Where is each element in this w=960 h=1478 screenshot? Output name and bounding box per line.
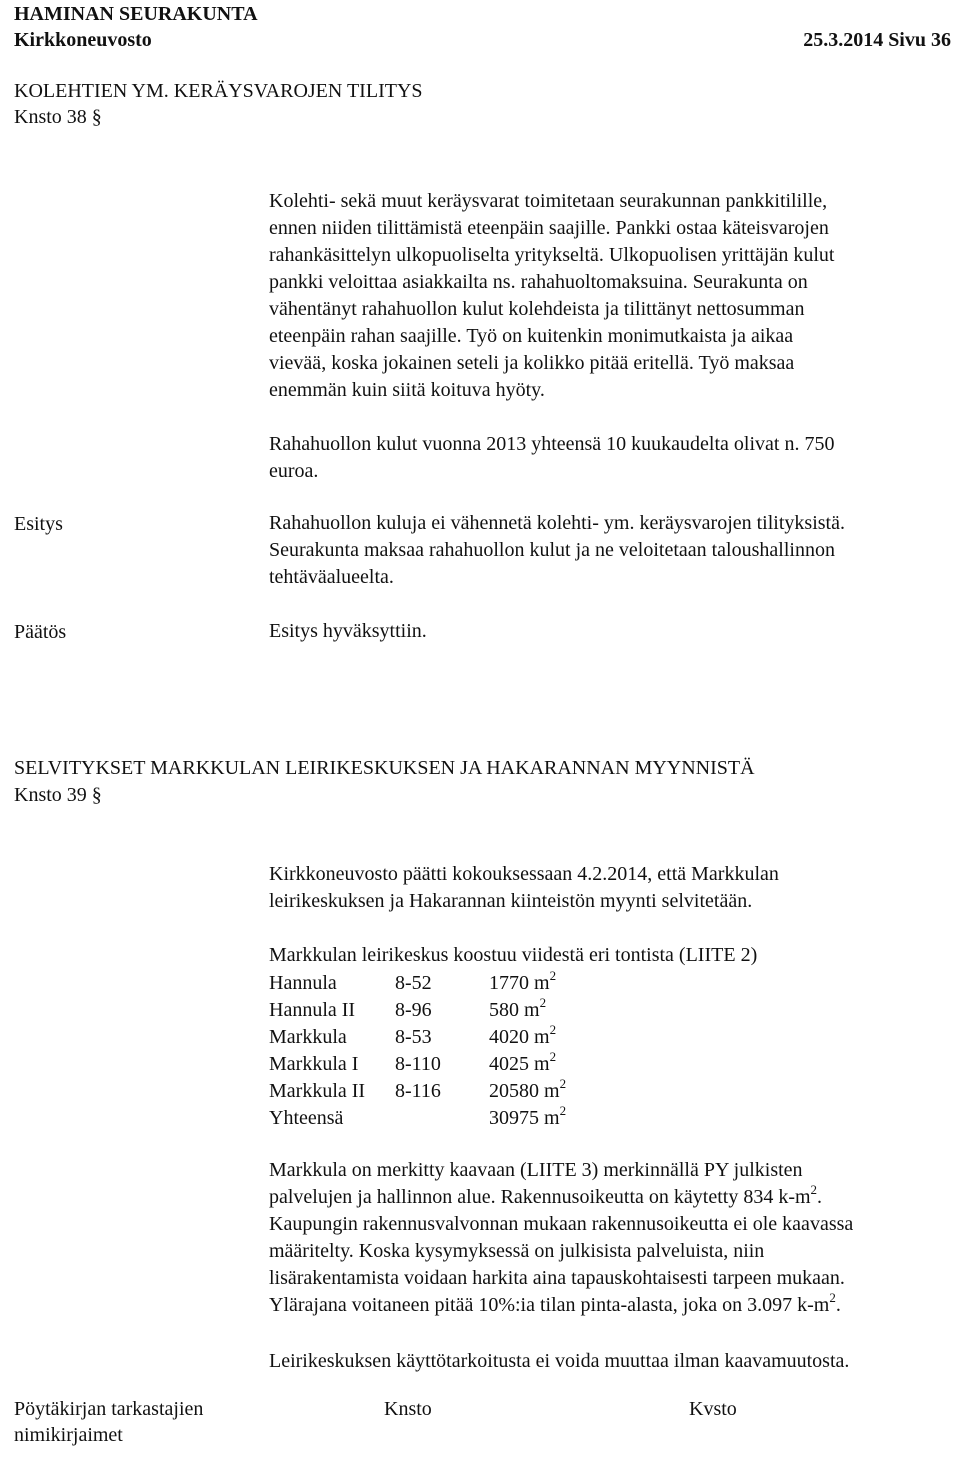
paragraph [269, 861, 779, 915]
text-line: Kolehti- sekä muut keräysvarat toimitetaan seurakunnan pankkitilille, [269, 190, 828, 212]
plot-area: 30975 $m^2$ [489, 1103, 567, 1129]
text-line: tehtäväalueelta. [269, 566, 394, 588]
plot-name: Hannula II [269, 999, 356, 1021]
text-line: määritelty. Koska kysymyksessä on julkisista palveluista, niin [269, 1240, 765, 1262]
table-row [269, 1024, 649, 1051]
esitys-label: Esitys [14, 513, 63, 535]
text-line: Rahahuollon kuluja ei vähennetä kolehti- ym. keräysvarojen tilityksistä. [269, 512, 845, 534]
plot-name: Hannula [269, 972, 337, 994]
section-reference: Knsto 38 § [14, 106, 102, 128]
plot-name: Yhteensä [269, 1107, 344, 1129]
text-line: eteenpäin rahan saajille. Työ on kuitenkin monimutkaista ja aikaa [269, 325, 794, 347]
plot-number [395, 1105, 489, 1132]
text-line: vähentänyt rahahuollon kulut kolehdeista ja tilittänyt nettosumman [269, 298, 805, 320]
plot-number: 8-96 [395, 999, 432, 1021]
paatos-text: Esitys hyväksyttiin. [269, 620, 427, 642]
text-line: palvelujen ja hallinnon alue. Rakennusoikeutta on käytetty 834 $k-m^2$. [269, 1182, 823, 1208]
plot-area: 580 $m^2$ [489, 995, 547, 1021]
esitys-text [269, 510, 845, 591]
section-reference: Knsto 39 § [14, 784, 102, 806]
paragraph [269, 431, 834, 485]
table-row [269, 1051, 649, 1078]
plots-table [269, 970, 649, 1132]
text-line: rahankäsittelyn ulkopuoliselta yritykseltä. Ulkopuolisen yrittäjän kulut [269, 244, 835, 266]
footer-kvsto: Kvsto [689, 1398, 737, 1420]
plot-name: Markkula II [269, 1080, 366, 1102]
plot-name: Markkula [269, 1026, 347, 1048]
footer-knsto: Knsto [384, 1398, 432, 1420]
text-line: enemmän kuin siitä koituva hyöty. [269, 379, 545, 401]
text-line: lisärakentamista voidaan harkita aina tapauskohtaisesti tarpeen mukaan. [269, 1267, 845, 1289]
table-row [269, 997, 649, 1024]
text-line: Pöytäkirjan tarkastajien [14, 1398, 204, 1420]
text-line: Seurakunta maksaa rahahuollon kulut ja ne veloitetaan taloushallinnon [269, 539, 835, 561]
paatos-label: Päätös [14, 621, 67, 643]
text-line: Kaupungin rakennusvalvonnan mukaan rakennusoikeutta ei ole kaavassa [269, 1213, 854, 1235]
text-line: vievää, koska jokainen seteli ja kolikko pitää eritellä. Työ maksaa [269, 352, 795, 374]
date-and-page: 25.3.2014 Sivu 36 [803, 29, 951, 51]
plot-number: 8-52 [395, 972, 432, 994]
table-row [269, 1078, 649, 1105]
text-line: Ylärajana voitaneen pitää 10%:ia tilan pinta-alasta, joka on 3.097 $k-m^2$. [269, 1290, 841, 1316]
organization-name: HAMINAN SEURAKUNTA [14, 3, 258, 25]
plot-number: 8-53 [395, 1026, 432, 1048]
text-line: leirikeskuksen ja Hakarannan kiinteistön myynti selvitetään. [269, 890, 753, 912]
section-title: KOLEHTIEN YM. KERÄYSVAROJEN TILITYS [14, 80, 423, 102]
paragraph: Leirikeskuksen käyttötarkoitusta ei voida muuttaa ilman kaavamuutosta. [269, 1350, 850, 1372]
text-line: Rahahuollon kulut vuonna 2013 yhteensä 10 kuukaudelta olivat n. 750 [269, 433, 835, 455]
plots-intro: Markkulan leirikeskus koostuu viidestä eri tontista (LIITE 2) [269, 944, 758, 966]
text-line: ennen niiden tilittämistä eteenpäin saajille. Pankki ostaa käteisvarojen [269, 217, 829, 239]
plot-name: Markkula I [269, 1053, 359, 1075]
plot-area: 4020 $m^2$ [489, 1022, 557, 1048]
text-line: euroa. [269, 460, 319, 482]
text-line: nimikirjaimet [14, 1424, 123, 1446]
table-row [269, 970, 649, 997]
plot-number: 8-110 [395, 1053, 441, 1075]
text-line: Markkula on merkitty kaavaan (LIITE 3) merkinnällä PY julkisten [269, 1159, 803, 1181]
section-title: SELVITYKSET MARKKULAN LEIRIKESKUKSEN JA HAKARANNAN MYYNNISTÄ [14, 757, 755, 779]
text-line: pankki veloittaa asiakkailta ns. rahahuoltomaksuina. Seurakunta on [269, 271, 808, 293]
total-row [269, 1105, 649, 1132]
plot-area: 20580 $m^2$ [489, 1076, 567, 1102]
footer-signers-label [14, 1396, 203, 1448]
plot-area: 1770 $m^2$ [489, 968, 557, 994]
plot-number: 8-116 [395, 1080, 441, 1102]
plot-area: 4025 $m^2$ [489, 1049, 557, 1075]
text-line: Kirkkoneuvosto päätti kokouksessaan 4.2.2014, että Markkulan [269, 863, 779, 885]
paragraph [269, 188, 834, 404]
meeting-body: Kirkkoneuvosto [14, 29, 152, 51]
paragraph [269, 1157, 853, 1319]
